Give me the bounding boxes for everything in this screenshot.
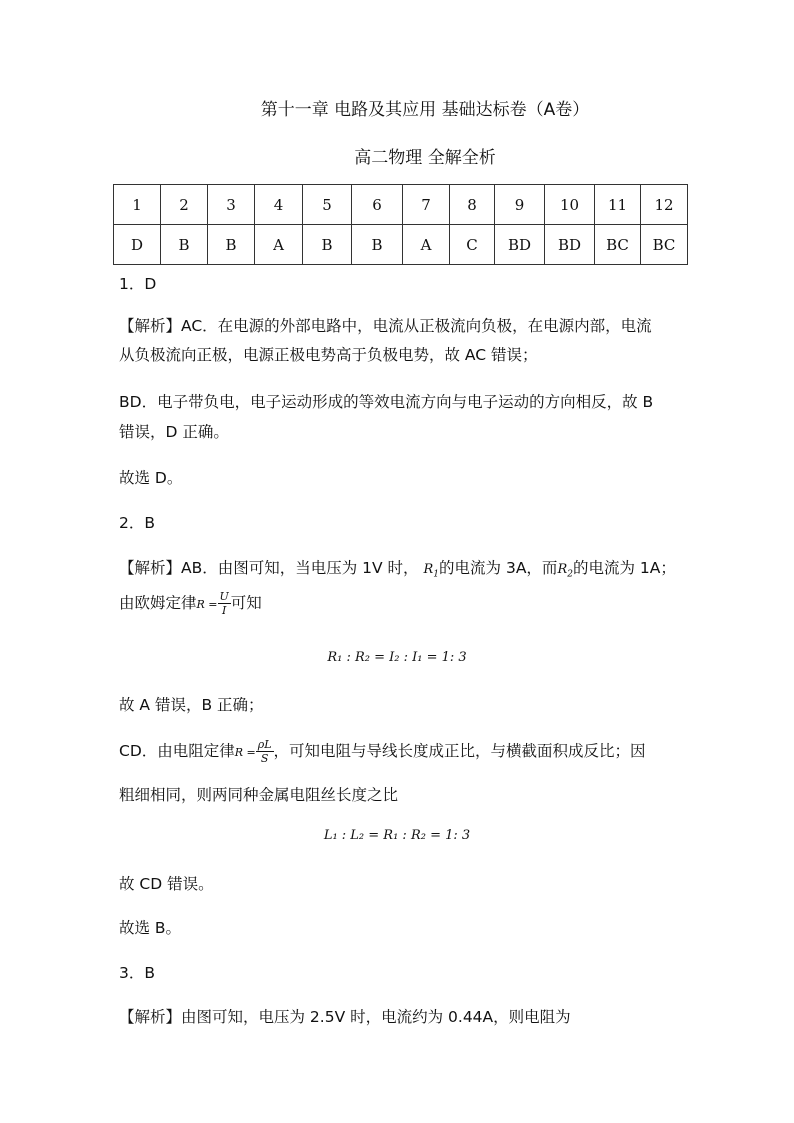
var-letter: R	[423, 562, 434, 577]
table-cell: 6	[352, 185, 403, 225]
table-cell: 12	[641, 185, 688, 225]
table-cell: D	[114, 225, 161, 265]
table-cell: 3	[208, 185, 255, 225]
q1-analysis-line-4: 错误，D 正确。	[119, 423, 229, 441]
q2-analysis-line-3: 故 A 错误，B 正确；	[119, 696, 264, 714]
answer-table-answer-row	[114, 225, 688, 265]
table-cell: 9	[495, 185, 545, 225]
q2-analysis-line-6: 故 CD 错误。	[119, 875, 214, 893]
table-cell: BD	[545, 225, 595, 265]
ohm-law-lhs: R =	[196, 598, 218, 611]
table-cell: 1	[114, 185, 161, 225]
q3-heading: 3．B	[119, 964, 155, 982]
ohm-law-fraction	[218, 590, 231, 617]
q2-conclusion: 故选 B。	[119, 919, 182, 937]
table-cell: B	[352, 225, 403, 265]
q2-analysis-line-1	[119, 556, 676, 580]
text-segment: CD．由电阻定律	[119, 742, 235, 760]
q1-conclusion: 故选 D。	[119, 469, 183, 487]
page-subtitle: 高二物理 全解全析	[354, 148, 496, 168]
text-segment: 【解析】AB．由图可知，当电压为 1V 时，	[119, 559, 419, 577]
table-cell: 10	[545, 185, 595, 225]
q2-analysis-line-4	[119, 738, 646, 765]
q3-analysis-line-1: 【解析】由图可知，电压为 2.5V 时，电流约为 0.44A，则电阻为	[119, 1008, 571, 1026]
table-cell: B	[208, 225, 255, 265]
table-cell: BC	[595, 225, 641, 265]
q1-analysis-line-1: 【解析】AC．在电源的外部电路中，电流从正极流向负极，在电源内部，电流	[119, 317, 652, 335]
table-cell: 2	[161, 185, 208, 225]
answer-table	[113, 184, 688, 265]
table-cell: C	[450, 225, 495, 265]
table-cell: 11	[595, 185, 641, 225]
r1-symbol: $R_1$	[423, 562, 440, 580]
table-cell: 8	[450, 185, 495, 225]
fraction-numerator: ρL	[257, 738, 272, 751]
fraction-denominator: I	[221, 604, 227, 617]
answer-table-number-row	[114, 185, 688, 225]
r2-symbol: $R_2$	[557, 562, 573, 580]
text-segment: 可知	[230, 594, 262, 612]
text-segment: ，可知电阻与导线长度成正比，与横截面积成反比；因	[273, 742, 646, 760]
q1-heading: 1．D	[119, 275, 157, 293]
fraction-numerator: U	[219, 590, 229, 603]
q2-analysis-line-2	[119, 590, 262, 617]
q1-analysis-line-2: 从负极流向正极，电源正极电势高于负极电势，故 AC 错误；	[119, 346, 538, 364]
text-segment: 由欧姆定律	[119, 594, 197, 612]
table-cell: 7	[403, 185, 450, 225]
page-title: 第十一章 电路及其应用 基础达标卷（A卷）	[260, 100, 590, 120]
table-cell: A	[255, 225, 303, 265]
table-cell: BD	[495, 225, 545, 265]
q2-analysis-line-5: 粗细相同，则两同种金属电阻丝长度之比	[119, 786, 399, 804]
fraction-denominator: S	[260, 752, 269, 765]
table-cell: B	[161, 225, 208, 265]
table-cell: BC	[641, 225, 688, 265]
q1-analysis-line-3: BD．电子带负电，电子运动形成的等效电流方向与电子运动的方向相反，故 B	[119, 393, 654, 411]
table-cell: 4	[255, 185, 303, 225]
q2-equation-2: L₁ : L₂ = R₁ : R₂ = 1: 3	[323, 828, 471, 843]
q2-equation-1: R₁ : R₂ = I₂ : I₁ = 1: 3	[327, 650, 467, 665]
text-segment: 的电流为 1A；	[572, 559, 676, 577]
resistance-law-fraction	[256, 738, 274, 765]
text-segment: 的电流为 3A，而	[439, 559, 558, 577]
var-letter: R	[557, 562, 568, 577]
q2-heading: 2．B	[119, 514, 155, 532]
table-cell: B	[303, 225, 352, 265]
resistance-law-lhs: R =	[234, 746, 256, 759]
table-cell: 5	[303, 185, 352, 225]
table-cell: A	[403, 225, 450, 265]
